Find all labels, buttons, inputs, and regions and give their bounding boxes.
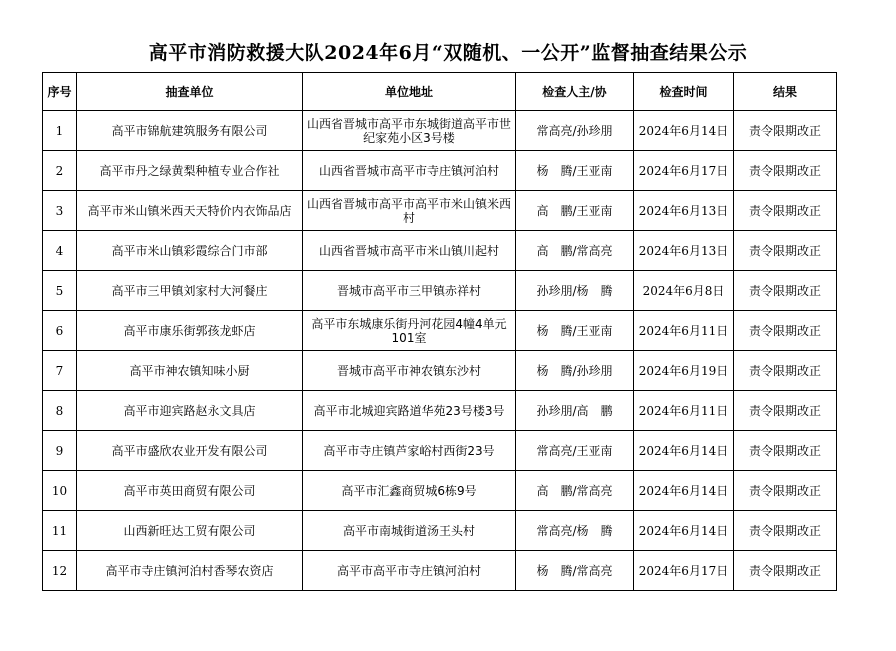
cell-address: 晋城市高平市三甲镇赤祥村 [303, 271, 516, 311]
cell-address: 山西省晋城市高平市寺庄镇河泊村 [303, 151, 516, 191]
cell-unit: 高平市米山镇彩霞综合门市部 [77, 231, 303, 271]
cell-inspectors: 杨 腾/常高亮 [516, 551, 634, 591]
cell-index: 1 [43, 111, 77, 151]
header-address: 单位地址 [303, 73, 516, 111]
cell-result: 责令限期改正 [734, 151, 837, 191]
cell-unit: 高平市英田商贸有限公司 [77, 471, 303, 511]
cell-address: 晋城市高平市神农镇东沙村 [303, 351, 516, 391]
cell-index: 11 [43, 511, 77, 551]
table-row [43, 351, 837, 391]
cell-inspectors: 常高亮/孙珍朋 [516, 111, 634, 151]
cell-index: 10 [43, 471, 77, 511]
cell-result: 责令限期改正 [734, 351, 837, 391]
cell-result: 责令限期改正 [734, 111, 837, 151]
cell-inspectors: 高 鹏/常高亮 [516, 471, 634, 511]
cell-date: 2024年6月11日 [634, 391, 734, 431]
cell-inspectors: 孙珍朋/杨 腾 [516, 271, 634, 311]
cell-inspectors: 常高亮/王亚南 [516, 431, 634, 471]
cell-date: 2024年6月14日 [634, 431, 734, 471]
cell-result: 责令限期改正 [734, 231, 837, 271]
cell-unit: 高平市米山镇米西天天特价内衣饰品店 [77, 191, 303, 231]
cell-unit: 高平市盛欣农业开发有限公司 [77, 431, 303, 471]
cell-address: 高平市汇鑫商贸城6栋9号 [303, 471, 516, 511]
cell-date: 2024年6月14日 [634, 111, 734, 151]
cell-result: 责令限期改正 [734, 191, 837, 231]
header-inspectors: 检查人主/协 [516, 73, 634, 111]
cell-unit: 山西新旺达工贸有限公司 [77, 511, 303, 551]
header-result: 结果 [734, 73, 837, 111]
cell-index: 5 [43, 271, 77, 311]
cell-date: 2024年6月11日 [634, 311, 734, 351]
table-row [43, 511, 837, 551]
cell-inspectors: 高 鹏/常高亮 [516, 231, 634, 271]
cell-unit: 高平市迎宾路赵永文具店 [77, 391, 303, 431]
table-row [43, 191, 837, 231]
cell-address: 高平市寺庄镇芦家峪村西街23号 [303, 431, 516, 471]
header-unit: 抽查单位 [77, 73, 303, 111]
cell-result: 责令限期改正 [734, 551, 837, 591]
cell-address: 高平市北城迎宾路道华苑23号楼3号 [303, 391, 516, 431]
cell-address: 高平市东城康乐街丹河花园4幢4单元101室 [303, 311, 516, 351]
cell-unit: 高平市三甲镇刘家村大河餐庄 [77, 271, 303, 311]
table-row [43, 231, 837, 271]
table-row [43, 551, 837, 591]
table-row [43, 391, 837, 431]
cell-inspectors: 高 鹏/王亚南 [516, 191, 634, 231]
cell-date: 2024年6月8日 [634, 271, 734, 311]
cell-result: 责令限期改正 [734, 471, 837, 511]
table-row [43, 151, 837, 191]
cell-unit: 高平市丹之绿黄梨种植专业合作社 [77, 151, 303, 191]
table-header-row [43, 73, 837, 111]
cell-inspectors: 常高亮/杨 腾 [516, 511, 634, 551]
cell-address: 山西省晋城市高平市高平市米山镇米西村 [303, 191, 516, 231]
cell-date: 2024年6月13日 [634, 191, 734, 231]
cell-index: 9 [43, 431, 77, 471]
cell-date: 2024年6月14日 [634, 511, 734, 551]
cell-date: 2024年6月19日 [634, 351, 734, 391]
cell-index: 7 [43, 351, 77, 391]
cell-inspectors: 杨 腾/王亚南 [516, 151, 634, 191]
cell-unit: 高平市神农镇知味小厨 [77, 351, 303, 391]
cell-result: 责令限期改正 [734, 311, 837, 351]
cell-unit: 高平市锦航建筑服务有限公司 [77, 111, 303, 151]
cell-date: 2024年6月13日 [634, 231, 734, 271]
cell-index: 2 [43, 151, 77, 191]
cell-address: 高平市高平市寺庄镇河泊村 [303, 551, 516, 591]
cell-date: 2024年6月17日 [634, 551, 734, 591]
cell-address: 高平市南城街道汤王头村 [303, 511, 516, 551]
cell-inspectors: 孙珍朋/高 鹏 [516, 391, 634, 431]
table-row [43, 471, 837, 511]
cell-unit: 高平市寺庄镇河泊村香琴农资店 [77, 551, 303, 591]
cell-address: 山西省晋城市高平市米山镇川起村 [303, 231, 516, 271]
inspection-results-table [42, 72, 837, 591]
cell-date: 2024年6月14日 [634, 471, 734, 511]
cell-index: 4 [43, 231, 77, 271]
header-index: 序号 [43, 73, 77, 111]
table-row [43, 431, 837, 471]
cell-address: 山西省晋城市高平市东城街道高平市世纪家苑小区3号楼 [303, 111, 516, 151]
cell-result: 责令限期改正 [734, 391, 837, 431]
cell-result: 责令限期改正 [734, 431, 837, 471]
cell-index: 12 [43, 551, 77, 591]
table-row [43, 111, 837, 151]
cell-index: 8 [43, 391, 77, 431]
cell-unit: 高平市康乐街郭孩龙虾店 [77, 311, 303, 351]
cell-index: 6 [43, 311, 77, 351]
table-row [43, 271, 837, 311]
page-title: 高平市消防救援大队2024年6月“双随机、一公开”监督抽查结果公示 [148, 42, 748, 64]
cell-result: 责令限期改正 [734, 511, 837, 551]
table-body [43, 111, 837, 591]
cell-inspectors: 杨 腾/王亚南 [516, 311, 634, 351]
header-date: 检查时间 [634, 73, 734, 111]
cell-inspectors: 杨 腾/孙珍朋 [516, 351, 634, 391]
cell-date: 2024年6月17日 [634, 151, 734, 191]
cell-result: 责令限期改正 [734, 271, 837, 311]
table-row [43, 311, 837, 351]
cell-index: 3 [43, 191, 77, 231]
